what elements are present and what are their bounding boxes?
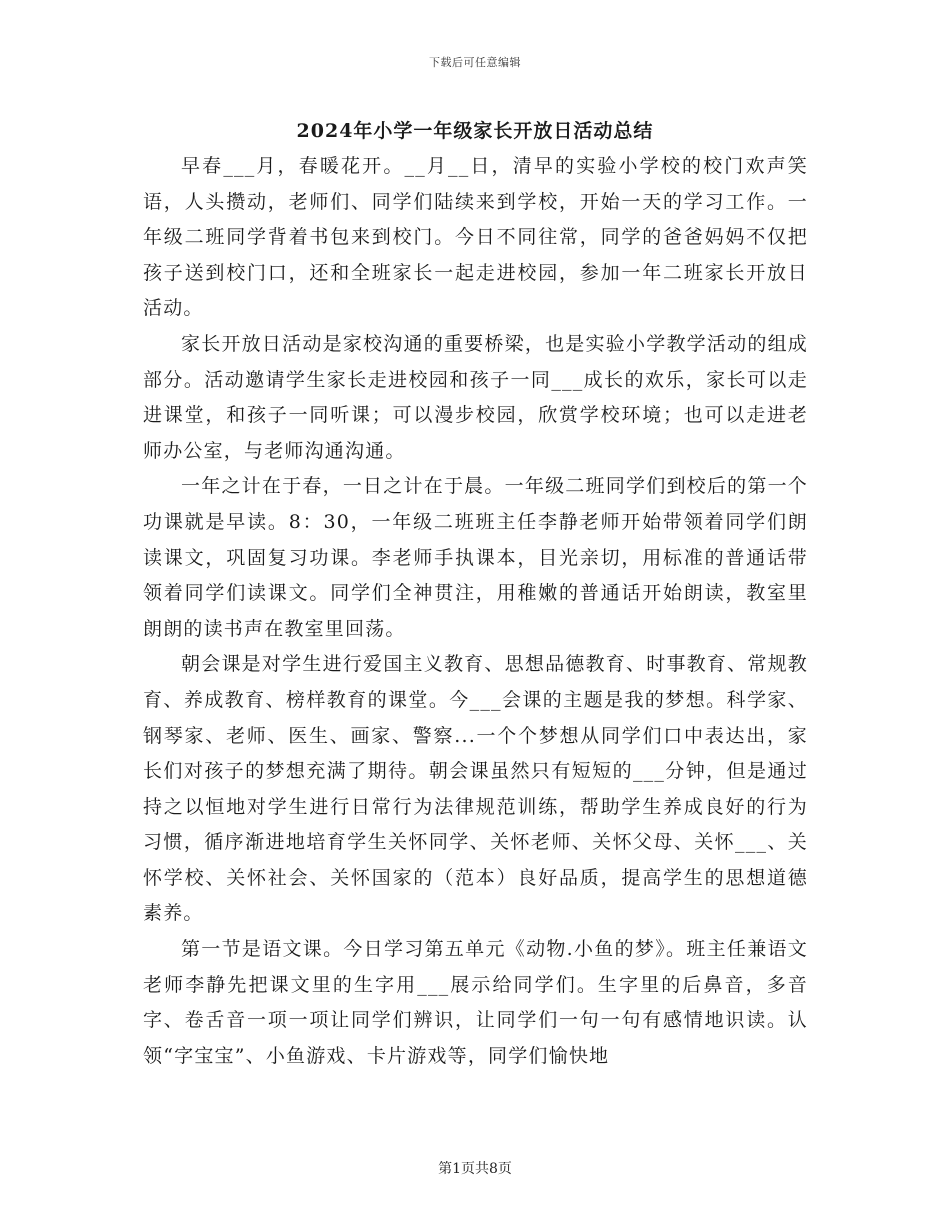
document-body bbox=[143, 149, 808, 1074]
paragraph-3: 一年之计在于春，一日之计在于晨。一年级二班同学们到校后的第一个功课就是早读。8：30，一年级二班班主任李静老师开始带领着同学们朗读课文，巩固复习功课。李老师手执课本，目光亲切，用标准的普通话带领着同学们读课文。同学们全神贯注，用稚嫩的普通话开始朗读，教室里朗朗的读书声在教室里回荡。 bbox=[143, 475, 808, 640]
paragraph-1: 早春___月，春暖花开。__月__日，清早的实验小学校的校门欢声笑语，人头攒动，老师们、同学们陆续来到学校，开始一天的学习工作。一年级二班同学背着书包来到校门。今日不同往常，同学的爸爸妈妈不仅把孩子送到校门口，还和全班家长一起走进校园，参加一年二班家长开放日活动。 bbox=[143, 155, 808, 320]
page-footer: 第1页共8页 bbox=[438, 1161, 512, 1177]
paragraph-4: 朝会课是对学生进行爱国主义教育、思想品德教育、时事教育、常规教育、养成教育、榜样教育的课堂。今___会课的主题是我的梦想。科学家、钢琴家、老师、医生、画家、警察...一个个梦想从同学们口中表达出，家长们对孩子的梦想充满了期待。朝会课虽然只有短短的___分钟，但是通过持之以恒地对学生进行日常行为法律规范训练，帮助学生养成良好的行为习惯，循序渐进地培育学生关怀同学、关怀老师、关怀父母、关怀___、关怀学校、关怀社会、关怀国家的（范本）良好品质，提高学生的思想道德素养。 bbox=[143, 653, 808, 925]
paragraph-2: 家长开放日活动是家校沟通的重要桥梁，也是实验小学教学活动的组成部分。活动邀请学生家长走进校园和孩子一同___成长的欢乐，家长可以走进课堂，和孩子一同听课；可以漫步校园，欣赏学校环境；也可以走进老师办公室，与老师沟通沟通。 bbox=[143, 332, 808, 462]
header-note: 下载后可任意编辑 bbox=[429, 56, 521, 69]
paragraph-5: 第一节是语文课。今日学习第五单元《动物.小鱼的梦》。班主任兼语文老师李静先把课文里的生字用___展示给同学们。生字里的后鼻音，多音字、卷舌音一项一项让同学们辨识，让同学们一句一句有感情地识读。认领“字宝宝”、小鱼游戏、卡片游戏等，同学们愉快地 bbox=[143, 938, 808, 1067]
document-title: 2024年小学一年级家长开放日活动总结 bbox=[296, 120, 654, 142]
